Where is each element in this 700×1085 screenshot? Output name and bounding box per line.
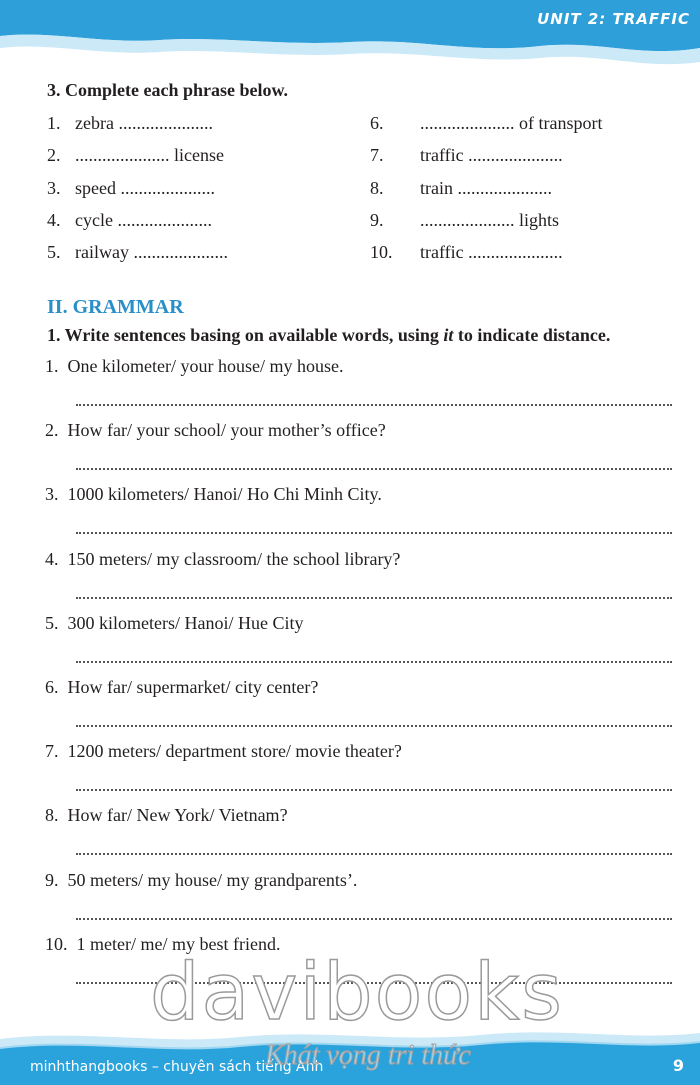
sentence-item (45, 805, 288, 826)
answer-line[interactable] (76, 597, 672, 599)
sentence-number: 2. (45, 420, 59, 441)
sentence-number: 5. (45, 612, 59, 633)
sentence-prompt: 1 meter/ me/ my best friend. (76, 933, 281, 954)
page-header (0, 0, 700, 80)
phrase-blank[interactable]: ..................... (133, 242, 228, 263)
watermark-tagline: Khát vọng tri thức (265, 1040, 471, 1071)
unit-title: UNIT 2: TRAFFIC (537, 10, 690, 28)
phrase-number: 9. (370, 209, 384, 230)
phrase-item (370, 242, 563, 263)
phrase-number: 2. (47, 145, 61, 166)
watermark-logo: davibooks (150, 948, 564, 1038)
phrase-text-before: traffic (420, 242, 469, 263)
exercise-1-title-text-end: to indicate distance. (453, 325, 611, 345)
answer-line[interactable] (76, 661, 672, 663)
sentence-number: 9. (45, 869, 59, 890)
sentence-prompt: 1000 kilometers/ Hanoi/ Ho Chi Minh City. (67, 484, 382, 505)
section-title-grammar: II. GRAMMAR (47, 296, 184, 318)
phrase-item (370, 113, 602, 134)
sentence-prompt: 150 meters/ my classroom/ the school library? (67, 548, 401, 569)
sentence-item (45, 677, 318, 698)
phrase-item (47, 210, 212, 231)
phrase-text-before: cycle (75, 209, 118, 230)
phrase-text-after: of transport (514, 113, 603, 133)
footer-publisher: minhthangbooks – chuyên sách tiếng Anh (30, 1059, 324, 1075)
sentence-item (45, 613, 303, 634)
sentence-prompt: How far/ New York/ Vietnam? (67, 805, 288, 826)
sentence-prompt: 50 meters/ my house/ my grandparents’. (67, 869, 358, 890)
sentence-item (45, 549, 400, 570)
phrase-number: 10. (370, 242, 393, 263)
sentence-number: 10. (45, 933, 68, 954)
phrase-blank[interactable]: ..................... (468, 242, 563, 263)
sentence-item (45, 356, 343, 377)
phrase-item (47, 113, 213, 134)
phrase-text-after: license (169, 145, 224, 166)
phrase-blank[interactable]: ..................... (468, 145, 563, 166)
phrase-item (47, 178, 215, 199)
sentence-prompt: One kilometer/ your house/ my house. (67, 356, 344, 376)
phrase-item (370, 210, 559, 231)
phrase-blank[interactable]: ..................... (420, 113, 515, 133)
sentence-number: 7. (45, 741, 59, 762)
answer-line[interactable] (76, 725, 672, 727)
phrase-item (47, 242, 228, 263)
answer-line[interactable] (76, 789, 672, 791)
sentence-number: 1. (45, 356, 59, 376)
sentence-number: 3. (45, 484, 59, 505)
answer-line[interactable] (76, 532, 672, 534)
phrase-text-before: speed (75, 177, 121, 198)
sentence-prompt: How far/ supermarket/ city center? (67, 677, 319, 697)
sentence-item (45, 420, 386, 441)
exercise-1-title (47, 325, 610, 346)
phrase-number: 1. (47, 113, 61, 133)
phrase-blank[interactable]: ..................... (420, 209, 515, 230)
sentence-prompt: 1200 meters/ department store/ movie theater? (67, 741, 402, 762)
sentence-number: 6. (45, 677, 59, 697)
answer-line[interactable] (76, 404, 672, 406)
phrase-number: 4. (47, 209, 61, 230)
exercise-1-title-text: 1. Write sentences basing on available words, using (47, 325, 444, 345)
phrase-blank[interactable]: ..................... (118, 113, 213, 133)
phrase-text-before: railway (75, 242, 134, 263)
phrase-number: 5. (47, 242, 61, 263)
phrase-blank[interactable]: ..................... (117, 209, 212, 230)
answer-line[interactable] (76, 853, 672, 855)
phrase-item (47, 145, 224, 166)
phrase-text-before: zebra (75, 113, 119, 133)
phrase-number: 3. (47, 177, 61, 198)
sentence-item (45, 741, 402, 762)
sentence-prompt: 300 kilometers/ Hanoi/ Hue City (67, 612, 304, 633)
phrase-blank[interactable]: ..................... (120, 177, 215, 198)
phrase-number: 8. (370, 177, 384, 198)
phrase-blank[interactable]: ..................... (457, 177, 552, 198)
sentence-item (45, 484, 382, 505)
phrase-item (370, 178, 552, 199)
phrase-text-before: traffic (420, 145, 469, 166)
phrase-blank[interactable]: ..................... (75, 145, 170, 166)
exercise-3-title: 3. Complete each phrase below. (47, 80, 288, 100)
sentence-number: 4. (45, 548, 59, 569)
sentence-prompt: How far/ your school/ your mother’s office? (67, 420, 386, 441)
phrase-text-after: lights (514, 209, 560, 230)
sentence-number: 8. (45, 805, 59, 826)
answer-line[interactable] (76, 918, 672, 920)
phrase-number: 7. (370, 145, 384, 166)
page-number: 9 (672, 1056, 684, 1075)
phrase-number: 6. (370, 113, 384, 133)
sentence-item (45, 870, 357, 891)
exercise-1-title-emphasis: it (443, 325, 454, 345)
phrase-item (370, 145, 563, 166)
answer-line[interactable] (76, 468, 672, 470)
phrase-text-before: train (420, 177, 458, 198)
